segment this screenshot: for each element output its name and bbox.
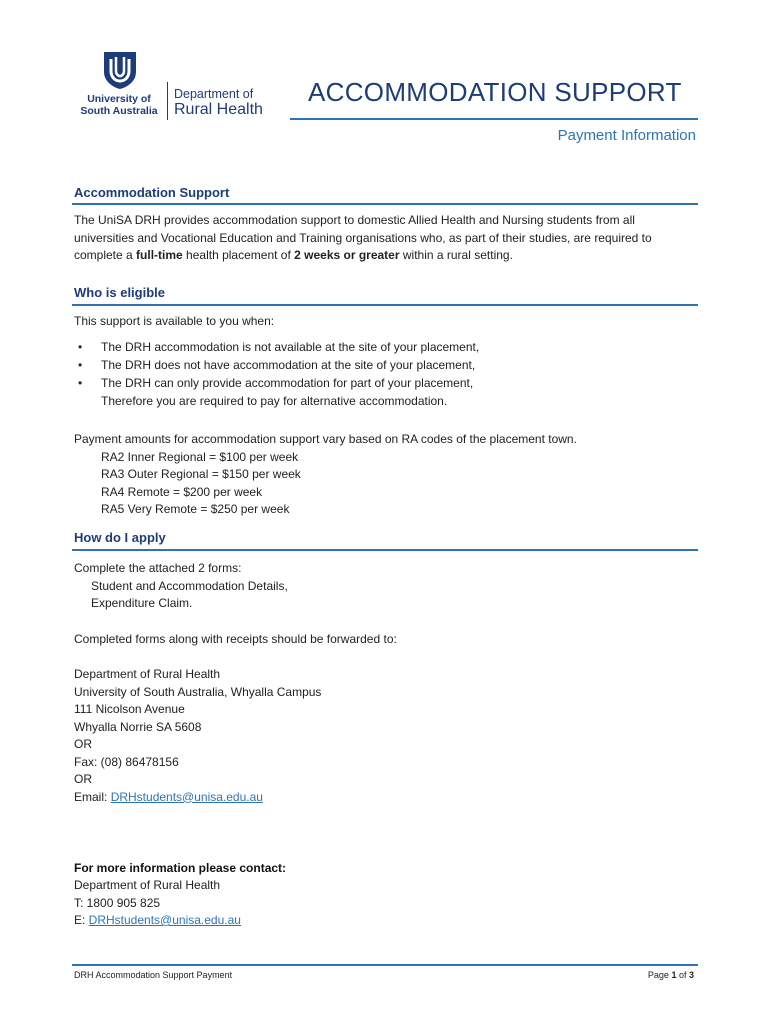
bullet-icon: • [78,376,83,390]
form-item: Expenditure Claim. [91,596,193,610]
contact-heading: For more information please contact: [74,861,287,875]
paragraph-text: The UniSA DRH provides accommodation support to domestic Allied Health and Nursing students from all universities and Vocational Education and Training organisations who, as part of their studies, are required to complete a [74,213,652,262]
contact-phone: T: 1800 905 825 [74,895,161,910]
contact-block [74,877,241,930]
document-subtitle: Payment Information [557,127,696,144]
list-item [74,374,479,392]
department-name [174,87,263,119]
rate-item: RA4 Remote = $200 per week [101,484,263,499]
rate-item: RA3 Outer Regional = $150 per week [101,467,301,481]
or-separator: OR [74,772,92,786]
bullet-icon: • [78,358,83,372]
eligibility-list [74,338,479,410]
apply-forms-block [74,560,288,613]
department-name-line1: Department of [174,87,254,101]
page-number [648,970,694,980]
section-divider [72,203,698,205]
list-item-continuation [74,392,479,410]
page-total: 3 [688,970,694,980]
section-heading-how-do-i-apply: How do I apply [74,530,166,545]
contact-department: Department of Rural Health [74,878,221,892]
rate-item: RA2 Inner Regional = $100 per week [101,449,299,464]
form-item: Student and Accommodation Details, [91,578,288,593]
list-item [74,356,479,374]
address-line: 111 Nicolson Avenue [74,702,185,716]
bullet-icon: • [78,340,83,354]
section-divider [72,304,698,306]
university-name-line2: South Australia [80,105,158,117]
fax-number: Fax: (08) 86478156 [74,754,179,769]
contact-email-line [74,912,241,930]
emphasis-duration: 2 weeks or greater [294,248,400,262]
section-heading-accommodation-support: Accommodation Support [74,185,230,200]
list-item-text: Therefore you are required to pay for alternative accommodation. [101,394,448,408]
contact-email-link[interactable]: DRHstudents@unisa.edu.au [88,913,241,927]
title-divider [290,118,698,120]
paragraph-text: within a rural setting. [399,248,513,262]
university-name [76,93,162,117]
list-item-text: The DRH does not have accommodation at the site of your placement, [101,358,476,372]
eligibility-intro: This support is available to you when: [74,314,275,328]
document-title: ACCOMMODATION SUPPORT [308,77,682,107]
address-line: Whyalla Norrie SA 5608 [74,719,202,734]
email-link[interactable]: DRHstudents@unisa.edu.au [110,789,263,804]
apply-intro: Complete the attached 2 forms: [74,561,242,575]
footer-divider [72,964,698,966]
email-line [74,789,321,807]
logo-divider [167,82,168,120]
email-label: Email: [74,789,111,804]
page-label: Page [647,970,672,980]
emphasis-full-time: full-time [136,248,183,262]
list-item-text: The DRH accommodation is not available at the site of your placement, [101,340,480,354]
forward-instruction: Completed forms along with receipts should be forwarded to: [74,632,397,646]
rate-item: RA5 Very Remote = $250 per week [101,502,290,516]
mailing-address-block [74,666,321,806]
section-heading-who-is-eligible: Who is eligible [74,285,166,300]
payment-rates-block [74,431,577,519]
paragraph-text: health placement of [182,248,295,262]
accommodation-support-paragraph [74,212,698,265]
unisa-crest-icon [102,50,138,90]
contact-email-label: E: [74,913,89,927]
department-name-line2: Rural Health [174,101,263,118]
or-separator: OR [74,737,92,751]
list-item [74,338,479,356]
address-line: Department of Rural Health [74,667,221,681]
address-line: University of South Australia, Whyalla Campus [74,684,322,699]
payment-intro: Payment amounts for accommodation support vary based on RA codes of the placement town. [74,432,577,446]
section-divider [72,549,698,551]
page-current: 1 [671,970,677,980]
footer-document-name: DRH Accommodation Support Payment [74,970,233,980]
university-name-line1: University of [87,93,151,105]
list-item-text: The DRH can only provide accommodation for part of your placement, [101,376,474,390]
page-of: of [676,970,689,980]
